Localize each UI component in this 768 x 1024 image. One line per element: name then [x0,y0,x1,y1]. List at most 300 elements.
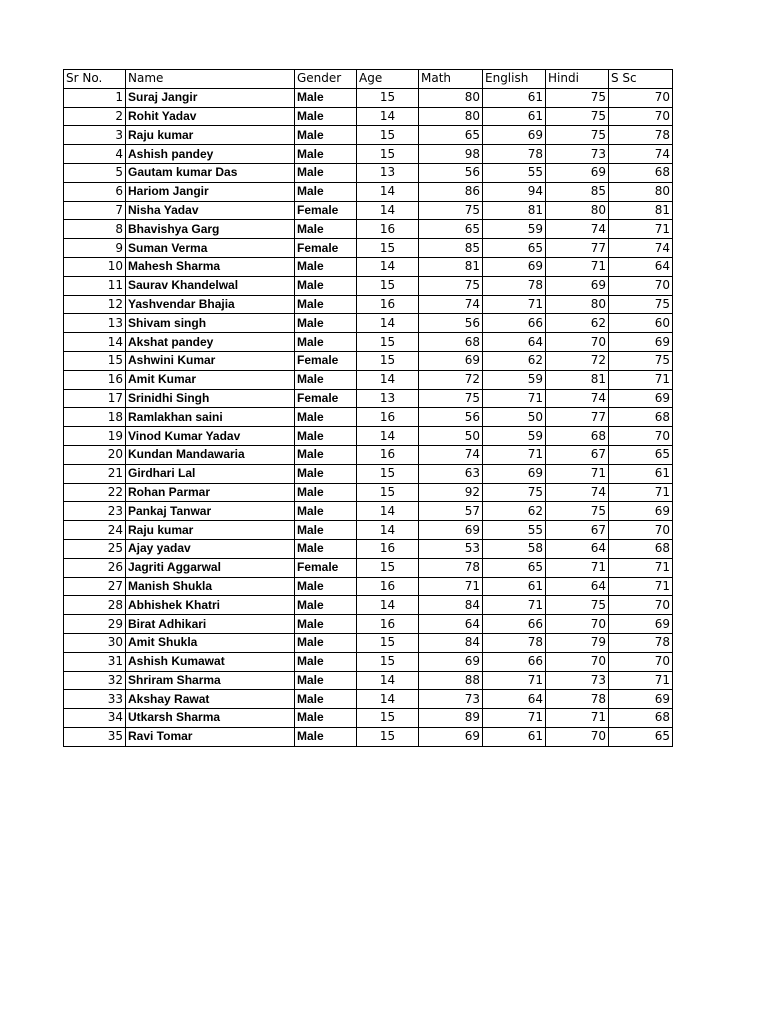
cell-age: 14 [357,370,419,389]
cell-age: 16 [357,615,419,634]
cell-gender: Male [295,427,357,446]
cell-gender: Female [295,389,357,408]
cell-hindi: 70 [546,727,609,746]
header-math: Math [419,70,483,89]
cell-english: 64 [483,333,546,352]
cell-math: 65 [419,126,483,145]
table-row [64,370,673,389]
header-ssc: S Sc [609,70,673,89]
cell-hindi: 67 [546,445,609,464]
cell-english: 71 [483,295,546,314]
cell-english: 59 [483,220,546,239]
cell-gender: Male [295,596,357,615]
cell-math: 71 [419,577,483,596]
cell-math: 63 [419,464,483,483]
cell-math: 98 [419,145,483,164]
cell-math: 72 [419,370,483,389]
cell-hindi: 68 [546,427,609,446]
cell-english: 66 [483,314,546,333]
cell-hindi: 64 [546,539,609,558]
cell-english: 75 [483,483,546,502]
cell-math: 86 [419,182,483,201]
cell-ssc: 81 [609,201,673,220]
header-row [64,70,673,89]
cell-gender: Male [295,633,357,652]
cell-math: 64 [419,615,483,634]
table-row [64,445,673,464]
cell-math: 69 [419,521,483,540]
cell-ssc: 69 [609,333,673,352]
cell-name: Hariom Jangir [126,182,295,201]
cell-gender: Male [295,145,357,164]
cell-gender: Male [295,445,357,464]
cell-math: 89 [419,709,483,728]
table-row [64,502,673,521]
cell-name: Gautam kumar Das [126,163,295,182]
cell-sr-no: 27 [64,577,126,596]
cell-english: 62 [483,502,546,521]
cell-name: Rohit Yadav [126,107,295,126]
cell-english: 61 [483,88,546,107]
cell-hindi: 74 [546,220,609,239]
cell-age: 15 [357,709,419,728]
cell-sr-no: 31 [64,652,126,671]
cell-gender: Male [295,182,357,201]
cell-math: 69 [419,727,483,746]
cell-hindi: 71 [546,257,609,276]
cell-ssc: 71 [609,558,673,577]
cell-ssc: 80 [609,182,673,201]
cell-math: 78 [419,558,483,577]
cell-ssc: 70 [609,427,673,446]
cell-name: Birat Adhikari [126,615,295,634]
cell-gender: Male [295,727,357,746]
cell-math: 75 [419,201,483,220]
cell-sr-no: 34 [64,709,126,728]
table-row [64,295,673,314]
cell-math: 88 [419,671,483,690]
cell-age: 14 [357,201,419,220]
table-row [64,88,673,107]
cell-gender: Male [295,464,357,483]
cell-sr-no: 8 [64,220,126,239]
cell-hindi: 71 [546,464,609,483]
table-row [64,483,673,502]
cell-sr-no: 17 [64,389,126,408]
table-row [64,558,673,577]
cell-ssc: 70 [609,521,673,540]
cell-gender: Male [295,615,357,634]
cell-gender: Male [295,295,357,314]
cell-sr-no: 14 [64,333,126,352]
cell-math: 81 [419,257,483,276]
cell-hindi: 73 [546,671,609,690]
cell-english: 69 [483,126,546,145]
cell-sr-no: 7 [64,201,126,220]
cell-sr-no: 35 [64,727,126,746]
cell-english: 78 [483,145,546,164]
cell-english: 71 [483,671,546,690]
cell-gender: Male [295,276,357,295]
cell-age: 15 [357,464,419,483]
cell-english: 94 [483,182,546,201]
cell-name: Ashwini Kumar [126,351,295,370]
header-hindi: Hindi [546,70,609,89]
cell-name: Akshat pandey [126,333,295,352]
table-row [64,107,673,126]
cell-gender: Male [295,502,357,521]
cell-name: Pankaj Tanwar [126,502,295,521]
cell-age: 15 [357,727,419,746]
cell-hindi: 71 [546,709,609,728]
cell-english: 62 [483,351,546,370]
cell-age: 14 [357,427,419,446]
cell-sr-no: 16 [64,370,126,389]
cell-math: 80 [419,88,483,107]
cell-sr-no: 22 [64,483,126,502]
cell-english: 69 [483,257,546,276]
cell-sr-no: 3 [64,126,126,145]
header-name: Name [126,70,295,89]
cell-math: 84 [419,596,483,615]
cell-hindi: 74 [546,483,609,502]
cell-math: 80 [419,107,483,126]
cell-sr-no: 32 [64,671,126,690]
cell-gender: Male [295,652,357,671]
cell-english: 71 [483,709,546,728]
cell-gender: Male [295,163,357,182]
cell-age: 15 [357,483,419,502]
cell-hindi: 77 [546,239,609,258]
cell-english: 71 [483,596,546,615]
cell-age: 14 [357,521,419,540]
cell-sr-no: 18 [64,408,126,427]
cell-sr-no: 20 [64,445,126,464]
cell-english: 65 [483,239,546,258]
cell-name: Akshay Rawat [126,690,295,709]
cell-gender: Male [295,671,357,690]
cell-english: 61 [483,727,546,746]
cell-hindi: 80 [546,201,609,220]
cell-ssc: 61 [609,464,673,483]
cell-sr-no: 10 [64,257,126,276]
table-row [64,333,673,352]
table-row [64,521,673,540]
table-body [64,88,673,746]
cell-gender: Male [295,220,357,239]
cell-math: 56 [419,163,483,182]
cell-sr-no: 26 [64,558,126,577]
cell-english: 69 [483,464,546,483]
cell-sr-no: 25 [64,539,126,558]
cell-ssc: 68 [609,163,673,182]
table-row [64,577,673,596]
cell-english: 78 [483,276,546,295]
cell-ssc: 69 [609,615,673,634]
cell-math: 84 [419,633,483,652]
cell-name: Suman Verma [126,239,295,258]
header-english: English [483,70,546,89]
cell-age: 15 [357,351,419,370]
cell-hindi: 79 [546,633,609,652]
cell-sr-no: 2 [64,107,126,126]
cell-gender: Male [295,88,357,107]
cell-name: Raju kumar [126,126,295,145]
cell-age: 15 [357,88,419,107]
cell-hindi: 78 [546,690,609,709]
cell-english: 64 [483,690,546,709]
cell-ssc: 68 [609,709,673,728]
cell-math: 56 [419,314,483,333]
cell-name: Amit Kumar [126,370,295,389]
cell-hindi: 72 [546,351,609,370]
cell-ssc: 71 [609,577,673,596]
cell-english: 81 [483,201,546,220]
cell-hindi: 81 [546,370,609,389]
cell-english: 61 [483,107,546,126]
cell-ssc: 74 [609,239,673,258]
cell-math: 65 [419,220,483,239]
cell-name: Shriram Sharma [126,671,295,690]
cell-math: 85 [419,239,483,258]
cell-sr-no: 21 [64,464,126,483]
cell-name: Shivam singh [126,314,295,333]
table-row [64,220,673,239]
cell-name: Yashvendar Bhajia [126,295,295,314]
cell-age: 14 [357,502,419,521]
cell-ssc: 70 [609,88,673,107]
cell-gender: Female [295,201,357,220]
cell-age: 14 [357,314,419,333]
cell-gender: Male [295,521,357,540]
cell-hindi: 85 [546,182,609,201]
cell-hindi: 70 [546,615,609,634]
table-row [64,276,673,295]
cell-ssc: 71 [609,483,673,502]
cell-age: 14 [357,596,419,615]
cell-hindi: 71 [546,558,609,577]
cell-sr-no: 28 [64,596,126,615]
cell-name: Vinod Kumar Yadav [126,427,295,446]
cell-gender: Male [295,333,357,352]
cell-name: Utkarsh Sharma [126,709,295,728]
table-row [64,727,673,746]
cell-sr-no: 6 [64,182,126,201]
cell-english: 71 [483,445,546,464]
cell-hindi: 64 [546,577,609,596]
cell-age: 13 [357,163,419,182]
cell-age: 15 [357,239,419,258]
cell-gender: Male [295,709,357,728]
cell-age: 16 [357,539,419,558]
table-row [64,201,673,220]
cell-math: 68 [419,333,483,352]
cell-sr-no: 9 [64,239,126,258]
cell-ssc: 70 [609,596,673,615]
cell-hindi: 67 [546,521,609,540]
header-gender: Gender [295,70,357,89]
cell-age: 14 [357,690,419,709]
cell-sr-no: 11 [64,276,126,295]
cell-hindi: 77 [546,408,609,427]
cell-gender: Male [295,483,357,502]
table-row [64,539,673,558]
cell-name: Suraj Jangir [126,88,295,107]
cell-english: 66 [483,615,546,634]
cell-ssc: 64 [609,257,673,276]
cell-sr-no: 33 [64,690,126,709]
cell-age: 16 [357,445,419,464]
cell-age: 15 [357,652,419,671]
cell-name: Nisha Yadav [126,201,295,220]
table-row [64,596,673,615]
cell-ssc: 78 [609,126,673,145]
cell-english: 50 [483,408,546,427]
cell-age: 14 [357,257,419,276]
cell-math: 69 [419,351,483,370]
cell-hindi: 75 [546,88,609,107]
table-row [64,464,673,483]
cell-name: Kundan Mandawaria [126,445,295,464]
cell-age: 15 [357,145,419,164]
cell-sr-no: 29 [64,615,126,634]
cell-age: 16 [357,220,419,239]
cell-hindi: 73 [546,145,609,164]
cell-name: Srinidhi Singh [126,389,295,408]
cell-gender: Male [295,539,357,558]
table-row [64,314,673,333]
cell-sr-no: 24 [64,521,126,540]
cell-hindi: 75 [546,107,609,126]
table-row [64,163,673,182]
cell-ssc: 69 [609,502,673,521]
header-sr-no: Sr No. [64,70,126,89]
cell-ssc: 69 [609,690,673,709]
cell-ssc: 68 [609,539,673,558]
cell-math: 92 [419,483,483,502]
cell-hindi: 74 [546,389,609,408]
cell-gender: Male [295,690,357,709]
table-row [64,126,673,145]
cell-age: 13 [357,389,419,408]
cell-sr-no: 15 [64,351,126,370]
table-row [64,182,673,201]
cell-age: 15 [357,126,419,145]
cell-ssc: 65 [609,727,673,746]
cell-ssc: 65 [609,445,673,464]
cell-age: 14 [357,107,419,126]
cell-english: 71 [483,389,546,408]
cell-name: Girdhari Lal [126,464,295,483]
cell-age: 15 [357,558,419,577]
cell-age: 16 [357,408,419,427]
cell-math: 75 [419,276,483,295]
cell-age: 15 [357,333,419,352]
cell-english: 59 [483,370,546,389]
cell-sr-no: 13 [64,314,126,333]
cell-math: 74 [419,295,483,314]
cell-name: Saurav Khandelwal [126,276,295,295]
cell-math: 69 [419,652,483,671]
cell-gender: Female [295,239,357,258]
table-row [64,671,673,690]
header-age: Age [357,70,419,89]
cell-name: Jagriti Aggarwal [126,558,295,577]
cell-sr-no: 23 [64,502,126,521]
cell-name: Amit Shukla [126,633,295,652]
cell-age: 15 [357,276,419,295]
cell-english: 58 [483,539,546,558]
cell-name: Rohan Parmar [126,483,295,502]
cell-hindi: 75 [546,596,609,615]
cell-gender: Female [295,558,357,577]
cell-ssc: 70 [609,107,673,126]
table-row [64,427,673,446]
cell-english: 78 [483,633,546,652]
cell-english: 55 [483,521,546,540]
cell-gender: Male [295,257,357,276]
cell-age: 16 [357,577,419,596]
cell-math: 74 [419,445,483,464]
cell-hindi: 69 [546,276,609,295]
cell-ssc: 75 [609,295,673,314]
cell-sr-no: 12 [64,295,126,314]
cell-gender: Male [295,577,357,596]
cell-ssc: 71 [609,671,673,690]
cell-name: Ashish Kumawat [126,652,295,671]
cell-gender: Male [295,126,357,145]
cell-gender: Male [295,314,357,333]
cell-age: 14 [357,671,419,690]
cell-name: Ravi Tomar [126,727,295,746]
cell-math: 53 [419,539,483,558]
cell-sr-no: 19 [64,427,126,446]
table-row [64,408,673,427]
cell-math: 75 [419,389,483,408]
cell-sr-no: 4 [64,145,126,164]
cell-hindi: 75 [546,126,609,145]
table-row [64,690,673,709]
cell-name: Ramlakhan saini [126,408,295,427]
cell-gender: Male [295,370,357,389]
cell-sr-no: 30 [64,633,126,652]
cell-name: Bhavishya Garg [126,220,295,239]
cell-english: 66 [483,652,546,671]
cell-hindi: 75 [546,502,609,521]
cell-ssc: 68 [609,408,673,427]
cell-sr-no: 5 [64,163,126,182]
cell-name: Raju kumar [126,521,295,540]
cell-ssc: 78 [609,633,673,652]
cell-math: 50 [419,427,483,446]
cell-hindi: 70 [546,652,609,671]
cell-hindi: 62 [546,314,609,333]
cell-ssc: 75 [609,351,673,370]
cell-ssc: 74 [609,145,673,164]
cell-sr-no: 1 [64,88,126,107]
table-row [64,615,673,634]
table-row [64,351,673,370]
cell-hindi: 80 [546,295,609,314]
cell-name: Ashish pandey [126,145,295,164]
cell-gender: Female [295,351,357,370]
cell-ssc: 71 [609,220,673,239]
cell-gender: Male [295,107,357,126]
cell-name: Abhishek Khatri [126,596,295,615]
cell-name: Manish Shukla [126,577,295,596]
cell-name: Ajay yadav [126,539,295,558]
student-marks-table [63,69,673,747]
